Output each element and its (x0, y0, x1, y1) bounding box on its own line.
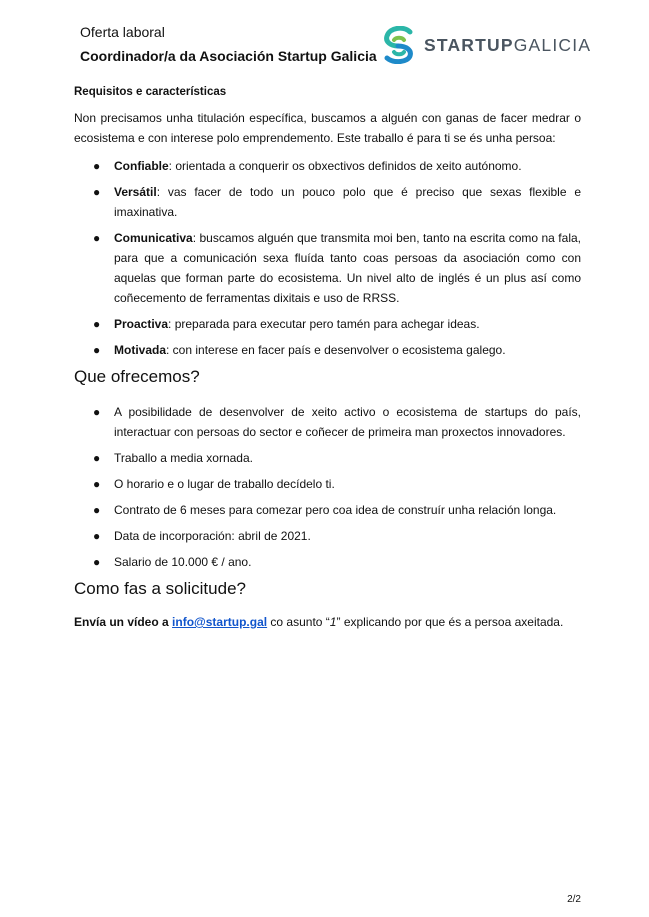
list-item: ● Motivada: con interese en facer país e desenvolver o ecosistema galego. (74, 340, 581, 360)
bullet-icon: ● (93, 529, 101, 543)
offer-heading: Que ofrecemos? (74, 367, 200, 386)
list-item: ● Proactiva: preparada para executar pero tamén para achegar ideas. (74, 314, 581, 334)
bullet-icon: ● (93, 159, 101, 173)
list-item: ● Comunicativa: buscamos alguén que transmita moi ben, tanto na escrita como na fala, para que a comunicación sexa fluída tanto coas persoas da asociación como con aquelas que forman parte do ecosistema. Un nivel alto de inglés é un plus así como coñecemento de ferramentas dixitais e uso de RRSS. (74, 228, 581, 308)
list-item: ● Versátil: vas facer de todo un pouco polo que é preciso que sexas flexible e imaxinativa. (74, 182, 581, 222)
page-number: 2/2 (567, 894, 581, 905)
requirements-list (74, 156, 581, 360)
apply-instructions: Envía un vídeo a info@startup.gal co asunto “1” explicando por que és a persoa axeitada. (74, 615, 564, 629)
list-item: ● Data de incorporación: abril de 2021. (74, 526, 581, 546)
bullet-icon: ● (93, 503, 101, 517)
list-item: ● Traballo a media xornada. (74, 448, 581, 468)
bullet-icon: ● (93, 317, 101, 331)
logo-wordmark: STARTUPGALICIA (424, 34, 592, 55)
startup-galicia-swirl-icon (382, 26, 416, 64)
list-item: ● O horario e o lugar de traballo decídelo ti. (74, 474, 581, 494)
startup-galicia-logo (382, 26, 591, 64)
bullet-icon: ● (93, 231, 101, 245)
list-item: ● Contrato de 6 meses para comezar pero coa idea de construír unha relación longa. (74, 500, 581, 520)
list-item: ● A posibilidade de desenvolver de xeito activo o ecosistema de startups do país, interactuar con persoas do sector e coñecer de primeira man proxectos innovadores. (74, 402, 581, 442)
list-item: ● Salario de 10.000 € / ano. (74, 552, 581, 572)
bullet-icon: ● (93, 451, 101, 465)
main-content (74, 82, 581, 632)
offer-list (74, 402, 581, 572)
bullet-icon: ● (93, 405, 101, 419)
bullet-icon: ● (93, 185, 101, 199)
email-link[interactable]: info@startup.gal (172, 615, 268, 629)
document-type: Oferta laboral (80, 24, 165, 40)
bullet-icon: ● (93, 477, 101, 491)
apply-heading: Como fas a solicitude? (74, 579, 246, 598)
bullet-icon: ● (93, 343, 101, 357)
list-item: ● Confiable: orientada a conquerir os obxectivos definidos de xeito autónomo. (74, 156, 581, 176)
job-title: Coordinador/a da Asociación Startup Galicia (80, 48, 377, 64)
requirements-intro: Non precisamos unha titulación específica, buscamos a alguén con ganas de facer medrar o ecosistema e con interese polo emprendemento. Este traballo é para ti se és unha persoa: (74, 111, 581, 145)
bullet-icon: ● (93, 555, 101, 569)
requirements-heading: Requisitos e características (74, 86, 227, 98)
